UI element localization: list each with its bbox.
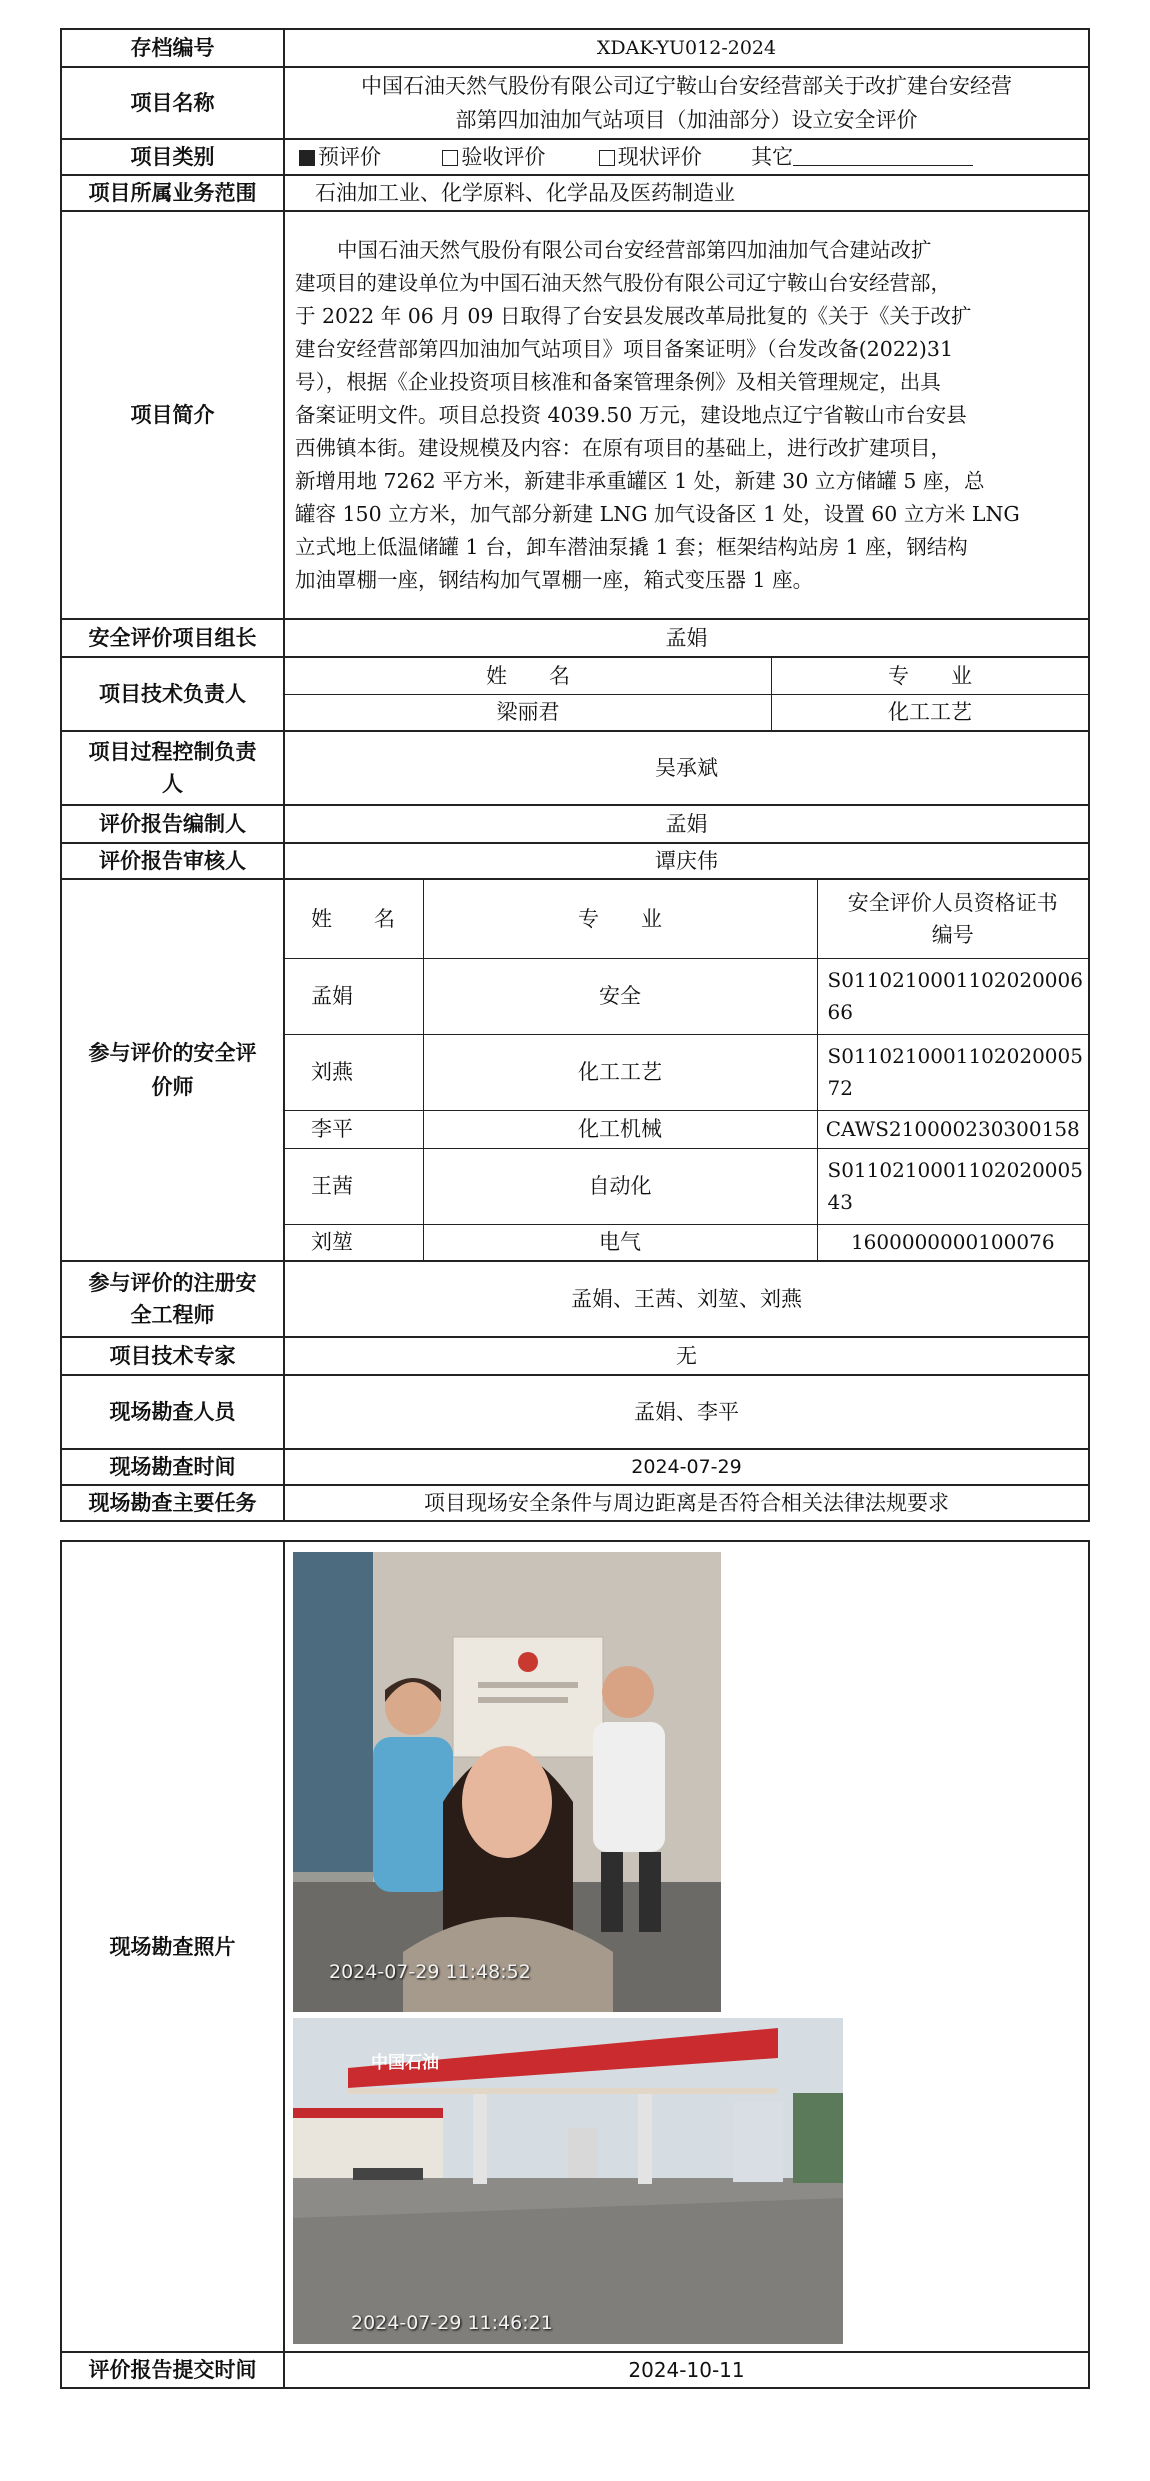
- assessor-name: 李平: [285, 1110, 423, 1148]
- intro-line: 罐容 150 立方米，加气部分新建 LNG 加气设备区 1 处，设置 60 立方米 LNG: [295, 501, 1020, 526]
- project-type-label: 项目类别: [61, 139, 284, 175]
- site-staff-label: 现场勘查人员: [61, 1375, 284, 1449]
- tech-lead-label: 项目技术负责人: [61, 657, 284, 731]
- intro-label: 项目简介: [61, 211, 284, 619]
- photos-label: 现场勘查照片: [61, 1541, 284, 2352]
- intro-line: 建项目的建设单位为中国石油天然气股份有限公司辽宁鞍山台安经营部，: [295, 270, 951, 295]
- expert-label: 项目技术专家: [61, 1337, 284, 1375]
- table-row: [285, 1148, 1088, 1224]
- intro-line: 备案证明文件。项目总投资 4039.50 万元，建设地点辽宁省鞍山市台安县: [295, 402, 967, 427]
- archive-number: XDAK-YU012-2024: [284, 29, 1089, 67]
- assessor-cert: S0110210001102020005 72: [817, 1034, 1088, 1110]
- project-name-line1: 中国石油天然气股份有限公司辽宁鞍山台安经营部关于改扩建台安经营: [361, 74, 1012, 98]
- assessor-cert: 1600000000100076: [817, 1224, 1088, 1260]
- selfie-photo-image: [293, 1552, 721, 2012]
- site-task-value: 项目现场安全条件与周边距离是否符合相关法律法规要求: [284, 1485, 1089, 1521]
- option-acceptance-eval: 验收评价: [442, 145, 545, 169]
- assessors-label: 参与评价的安全评 价师: [61, 879, 284, 1261]
- intro-line: 于 2022 年 06 月 09 日取得了台安县发展改革局批复的《关于《关于改扩: [295, 303, 972, 328]
- intro-line: 西佛镇本街。建设规模及内容：在原有项目的基础上，进行改扩建项目，: [295, 435, 951, 460]
- assessor-cert: S0110210001102020005 43: [817, 1148, 1088, 1224]
- intro-line: 号），根据《企业投资项目核准和备案管理条例》及相关管理规定，出具: [295, 369, 941, 394]
- team-leader-value: 孟娟: [284, 619, 1089, 657]
- assessor-major: 自动化: [423, 1148, 817, 1224]
- assessors-table: [285, 880, 1088, 1260]
- site-task-label: 现场勘查主要任务: [61, 1485, 284, 1521]
- site-photo-selfie: [293, 1552, 721, 2012]
- table-row: [285, 958, 1088, 1034]
- assessors-cell: [284, 879, 1089, 1261]
- tech-lead-name-header: 姓 名: [285, 658, 772, 694]
- checkbox-checked-icon: [299, 150, 315, 166]
- engineers-value: 孟娟、王茜、刘堃、刘燕: [284, 1261, 1089, 1337]
- engineers-label: 参与评价的注册安 全工程师: [61, 1261, 284, 1337]
- table-row: [285, 1110, 1088, 1148]
- tech-lead-name: 梁丽君: [285, 694, 772, 730]
- writer-label: 评价报告编制人: [61, 805, 284, 843]
- scope-value: 石油加工业、化学原料、化学品及医药制造业: [284, 175, 1089, 211]
- assessor-major: 化工机械: [423, 1110, 817, 1148]
- intro-line: 加油罩棚一座，钢结构加气罩棚一座，箱式变压器 1 座。: [295, 567, 814, 592]
- project-name-line2: 部第四加油加气站项目（加油部分）设立安全评价: [455, 108, 918, 132]
- assessor-name-header: 姓 名: [285, 880, 423, 958]
- photo-table: [60, 1540, 1090, 2389]
- assessor-name: 孟娟: [285, 958, 423, 1034]
- project-intro: [284, 211, 1089, 619]
- table-row: [285, 1034, 1088, 1110]
- table-row: [285, 1224, 1088, 1260]
- team-leader-label: 安全评价项目组长: [61, 619, 284, 657]
- assessor-name: 王茜: [285, 1148, 423, 1224]
- expert-value: 无: [284, 1337, 1089, 1375]
- evaluation-record-sheet: [60, 28, 1090, 2389]
- tech-lead-cell: [284, 657, 1089, 731]
- site-time-value: 2024-07-29: [284, 1449, 1089, 1485]
- assessor-major: 电气: [423, 1224, 817, 1260]
- writer-value: 孟娟: [284, 805, 1089, 843]
- option-status-eval: 现状评价: [599, 145, 702, 169]
- site-time-label: 现场勘查时间: [61, 1449, 284, 1485]
- intro-line: 中国石油天然气股份有限公司台安经营部第四加油加气合建站改扩: [337, 237, 932, 262]
- photo1-timestamp: 2024-07-29 11:48:52: [329, 1961, 531, 1983]
- intro-line: 建台安经营部第四加油加气站项目》项目备案证明》（台发改备(2022)31: [295, 336, 954, 361]
- assessor-major: 安全: [423, 958, 817, 1034]
- reviewer-label: 评价报告审核人: [61, 843, 284, 879]
- submit-label: 评价报告提交时间: [61, 2352, 284, 2388]
- photos-cell: [284, 1541, 1089, 2352]
- intro-line: 新增用地 7262 平方米，新建非承重罐区 1 处，新建 30 立方储罐 5 座，总: [295, 468, 985, 493]
- checkbox-empty-icon: [442, 150, 458, 166]
- tech-lead-major: 化工工艺: [772, 694, 1089, 730]
- submit-value: 2024-10-11: [284, 2352, 1089, 2388]
- option-pre-eval: 预评价: [299, 145, 381, 169]
- site-staff-value: 孟娟、李平: [284, 1375, 1089, 1449]
- process-lead-label: 项目过程控制负责 人: [61, 731, 284, 805]
- assessor-major: 化工工艺: [423, 1034, 817, 1110]
- assessor-major-header: 专 业: [423, 880, 817, 958]
- project-name: [284, 67, 1089, 139]
- assessor-name: 刘堃: [285, 1224, 423, 1260]
- assessor-cert: CAWS210000230300158: [817, 1110, 1088, 1148]
- other-blank-line: [793, 143, 973, 166]
- assessor-cert-header: 安全评价人员资格证书 编号: [817, 880, 1088, 958]
- reviewer-value: 谭庆伟: [284, 843, 1089, 879]
- project-type-options: [284, 139, 1089, 175]
- tech-lead-major-header: 专 业: [772, 658, 1089, 694]
- tech-lead-table: [285, 658, 1088, 730]
- project-name-label: 项目名称: [61, 67, 284, 139]
- canopy-sign: 中国石油: [371, 2053, 439, 2073]
- process-lead-value: 吴承斌: [284, 731, 1089, 805]
- assessor-cert: S0110210001102020006 66: [817, 958, 1088, 1034]
- intro-line: 立式地上低温储罐 1 台，卸车潜油泵撬 1 套；框架结构站房 1 座，钢结构: [295, 534, 968, 559]
- info-table: [60, 28, 1090, 1522]
- photo2-timestamp: 2024-07-29 11:46:21: [351, 2312, 553, 2334]
- assessor-name: 刘燕: [285, 1034, 423, 1110]
- option-other: 其它: [751, 145, 973, 169]
- archive-label: 存档编号: [61, 29, 284, 67]
- scope-label: 项目所属业务范围: [61, 175, 284, 211]
- checkbox-empty-icon: [599, 150, 615, 166]
- site-photo-station: [293, 2018, 843, 2344]
